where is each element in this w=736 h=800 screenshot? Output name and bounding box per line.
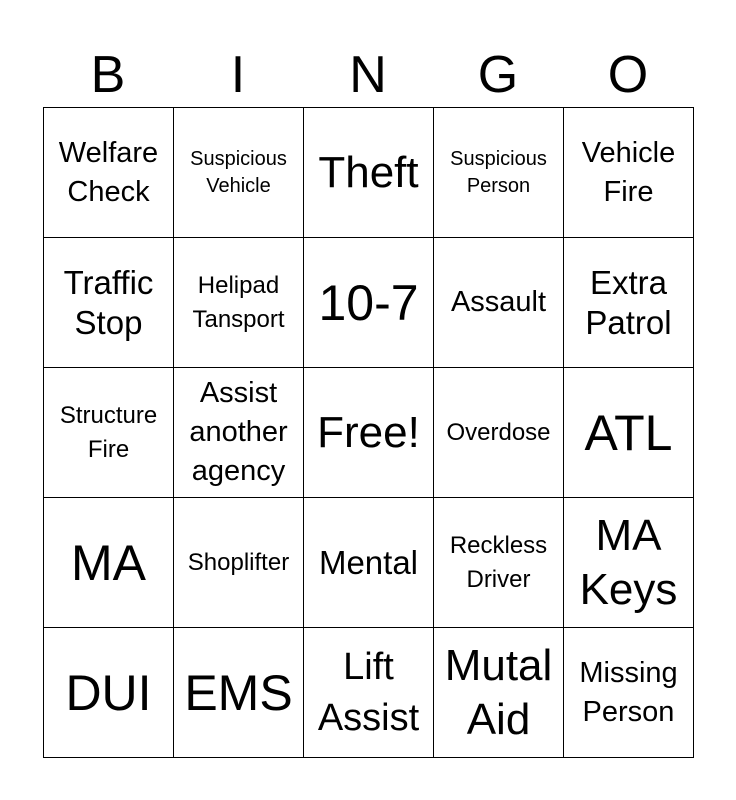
bingo-cell[interactable] <box>304 368 434 498</box>
bingo-cell[interactable] <box>304 628 434 758</box>
bingo-cell-label: Suspicious Vehicle <box>190 147 287 197</box>
bingo-cell-label: Traffic Stop <box>63 263 154 341</box>
header-letter-o: O <box>607 46 649 104</box>
bingo-cell-label: MA <box>71 534 146 591</box>
bingo-cell[interactable] <box>44 238 174 368</box>
bingo-cell-label: Structure Fire <box>59 401 158 463</box>
bingo-cell-label: Missing Person <box>579 656 678 728</box>
bingo-cell[interactable] <box>434 238 564 368</box>
header-letter-i: I <box>230 46 246 104</box>
header-letter-n: N <box>349 46 387 104</box>
bingo-cell[interactable] <box>564 498 694 628</box>
bingo-cell-label: Assist another agency <box>189 377 288 487</box>
bingo-cell[interactable] <box>304 498 434 628</box>
bingo-cell[interactable] <box>174 108 304 238</box>
bingo-cell[interactable] <box>174 368 304 498</box>
bingo-cell-label: Welfare Check <box>58 136 159 208</box>
bingo-cell-label: Extra Patrol <box>585 263 672 341</box>
bingo-cell-label: ATL <box>584 404 673 461</box>
bingo-cell-label: Mutal Aid <box>444 640 553 744</box>
bingo-cell[interactable] <box>44 368 174 498</box>
bingo-cell-label: Assault <box>450 286 547 318</box>
bingo-cell[interactable] <box>564 628 694 758</box>
bingo-cell-label: Overdose <box>446 418 551 446</box>
bingo-cell[interactable] <box>564 108 694 238</box>
bingo-cell-label: Mental <box>318 543 419 581</box>
bingo-cell-label: Shoplifter <box>187 548 290 576</box>
bingo-cell[interactable] <box>564 238 694 368</box>
bingo-cell-label: Suspicious Person <box>450 147 547 197</box>
bingo-cell[interactable] <box>564 368 694 498</box>
bingo-cell[interactable] <box>304 238 434 368</box>
bingo-cell-label: Reckless Driver <box>449 531 548 593</box>
bingo-header <box>43 42 693 108</box>
bingo-cell[interactable] <box>44 498 174 628</box>
bingo-cell[interactable] <box>434 368 564 498</box>
bingo-cell-label: MA Keys <box>579 510 678 614</box>
bingo-cell[interactable] <box>44 628 174 758</box>
bingo-cell[interactable] <box>174 628 304 758</box>
bingo-cell[interactable] <box>174 238 304 368</box>
bingo-cell-label: Free! <box>317 407 420 457</box>
bingo-cell-label: 10-7 <box>318 274 419 331</box>
bingo-cell-label: Helipad Tansport <box>192 271 285 333</box>
bingo-cell-label: Vehicle Fire <box>581 136 676 208</box>
bingo-cell-label: Lift Assist <box>317 645 420 739</box>
bingo-cell[interactable] <box>434 628 564 758</box>
bingo-cell[interactable] <box>434 108 564 238</box>
header-letter-b: B <box>90 46 126 104</box>
bingo-cell-label: Theft <box>318 147 419 197</box>
bingo-cell-label: EMS <box>184 664 293 721</box>
bingo-cell[interactable] <box>304 108 434 238</box>
bingo-cell[interactable] <box>44 108 174 238</box>
bingo-cell[interactable] <box>174 498 304 628</box>
header-letter-g: G <box>477 46 519 104</box>
bingo-cell-label: DUI <box>65 664 152 721</box>
bingo-cell[interactable] <box>434 498 564 628</box>
bingo-board <box>43 107 694 758</box>
